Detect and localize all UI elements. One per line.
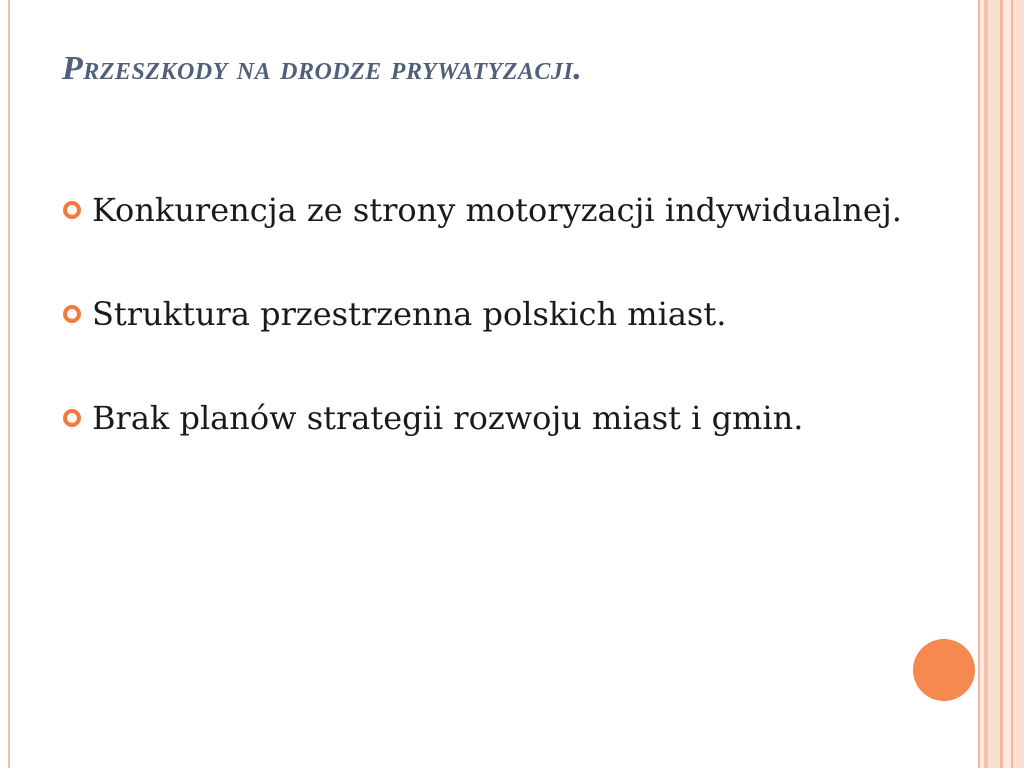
left-border-line bbox=[8, 0, 10, 768]
bullet-text: Konkurencja ze strony motoryzacji indywidualnej. bbox=[92, 191, 902, 229]
bullet-item bbox=[62, 292, 922, 336]
bullet-text: Struktura przestrzenna polskich miast. bbox=[92, 295, 727, 333]
ring-bullet-icon bbox=[62, 188, 88, 232]
bullet-text: Brak planów strategii rozwoju miast i gmin. bbox=[92, 399, 804, 437]
bullet-list bbox=[62, 188, 922, 500]
bullet-item bbox=[62, 396, 922, 440]
orange-circle-decoration bbox=[913, 639, 975, 701]
bullet-item bbox=[62, 188, 922, 232]
right-decorative-stripes bbox=[978, 0, 1024, 768]
ring-bullet-icon bbox=[62, 396, 88, 440]
ring-bullet-icon bbox=[62, 292, 88, 336]
slide-title: Przeszkody na drodze prywatyzacji. bbox=[62, 50, 583, 87]
